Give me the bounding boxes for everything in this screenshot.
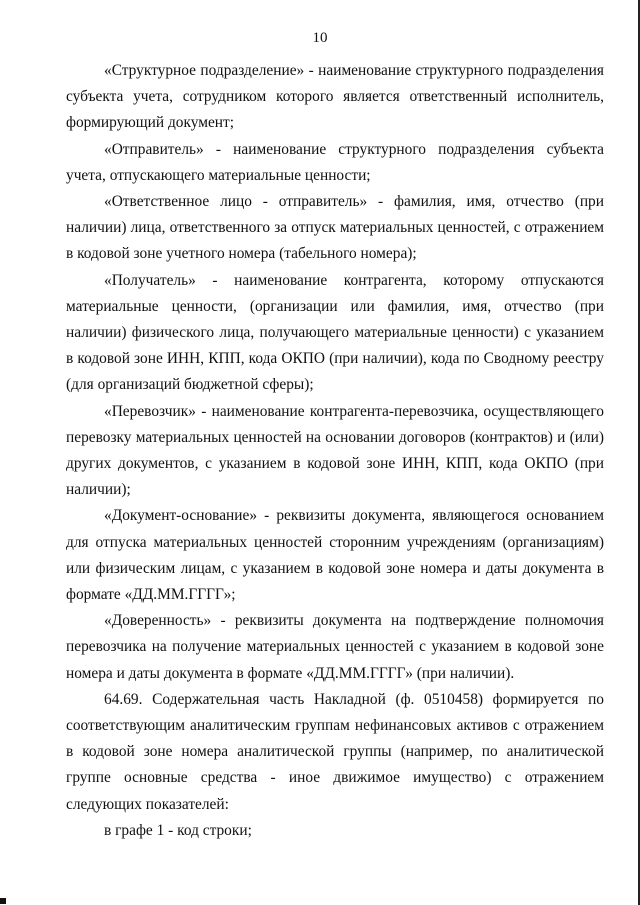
paragraph-column-1: в графе 1 - код строки; bbox=[104, 821, 252, 839]
paragraph-recipient: «Получатель» - наименование контрагента, которому отпускаются материальные ценности, (организации или фамилия, имя, отчество (при наличии) физического лица, получающего материальные ценности) с указанием в кодовой зоне ИНН, КПП, кода ОКПО (при наличии), кода по Сводному реестру (для организаций бюджетной сферы); bbox=[66, 271, 604, 394]
document-body bbox=[66, 58, 604, 844]
paragraph-section-64-69: 64.69. Содержательная часть Накладной (ф. 0510458) формируется по соответствующим аналитическим группам нефинансовых активов с отражением в кодовой зоне номера аналитической группы (например, по аналитической группе основные средства - иное движимое имущество) с отражением следующих показателей: bbox=[66, 690, 604, 813]
paragraph-structural-unit: «Структурное подразделение» - наименование структурного подразделения субъекта учета, сотрудником которого является ответственный исполнитель, формирующий документ; bbox=[66, 62, 604, 132]
scan-corner-mark bbox=[0, 898, 6, 904]
paragraph-basis-document: «Документ-основание» - реквизиты документа, являющегося основанием для отпуска материальных ценностей сторонним учреждениям (организациям) или физическим лицам, с указанием в кодовой зоне номера и даты документа в формате «ДД.ММ.ГГГГ»; bbox=[66, 507, 604, 604]
paragraph-sender: «Отправитель» - наименование структурного подразделения субъекта учета, отпускающего материальные ценности; bbox=[66, 140, 604, 184]
paragraph-carrier: «Перевозчик» - наименование контрагента-перевозчика, осуществляющего перевозку материальных ценностей на основании договоров (контрактов) и (или) других документов, с указанием в кодовой зоне ИНН, КПП, кода ОКПО (при наличии); bbox=[66, 402, 604, 499]
paragraph-power-of-attorney: «Доверенность» - реквизиты документа на подтверждение полномочия перевозчика на получение материальных ценностей с указанием в кодовой зоне номера и даты документа в формате «ДД.ММ.ГГГГ» (при наличии). bbox=[66, 612, 604, 682]
page-number: 10 bbox=[312, 30, 328, 46]
paragraph-responsible-person: «Ответственное лицо - отправитель» - фамилия, имя, отчество (при наличии) лица, ответственного за отпуск материальных ценностей, с отражением в кодовой зоне учетного номера (табельного номера); bbox=[66, 193, 604, 263]
